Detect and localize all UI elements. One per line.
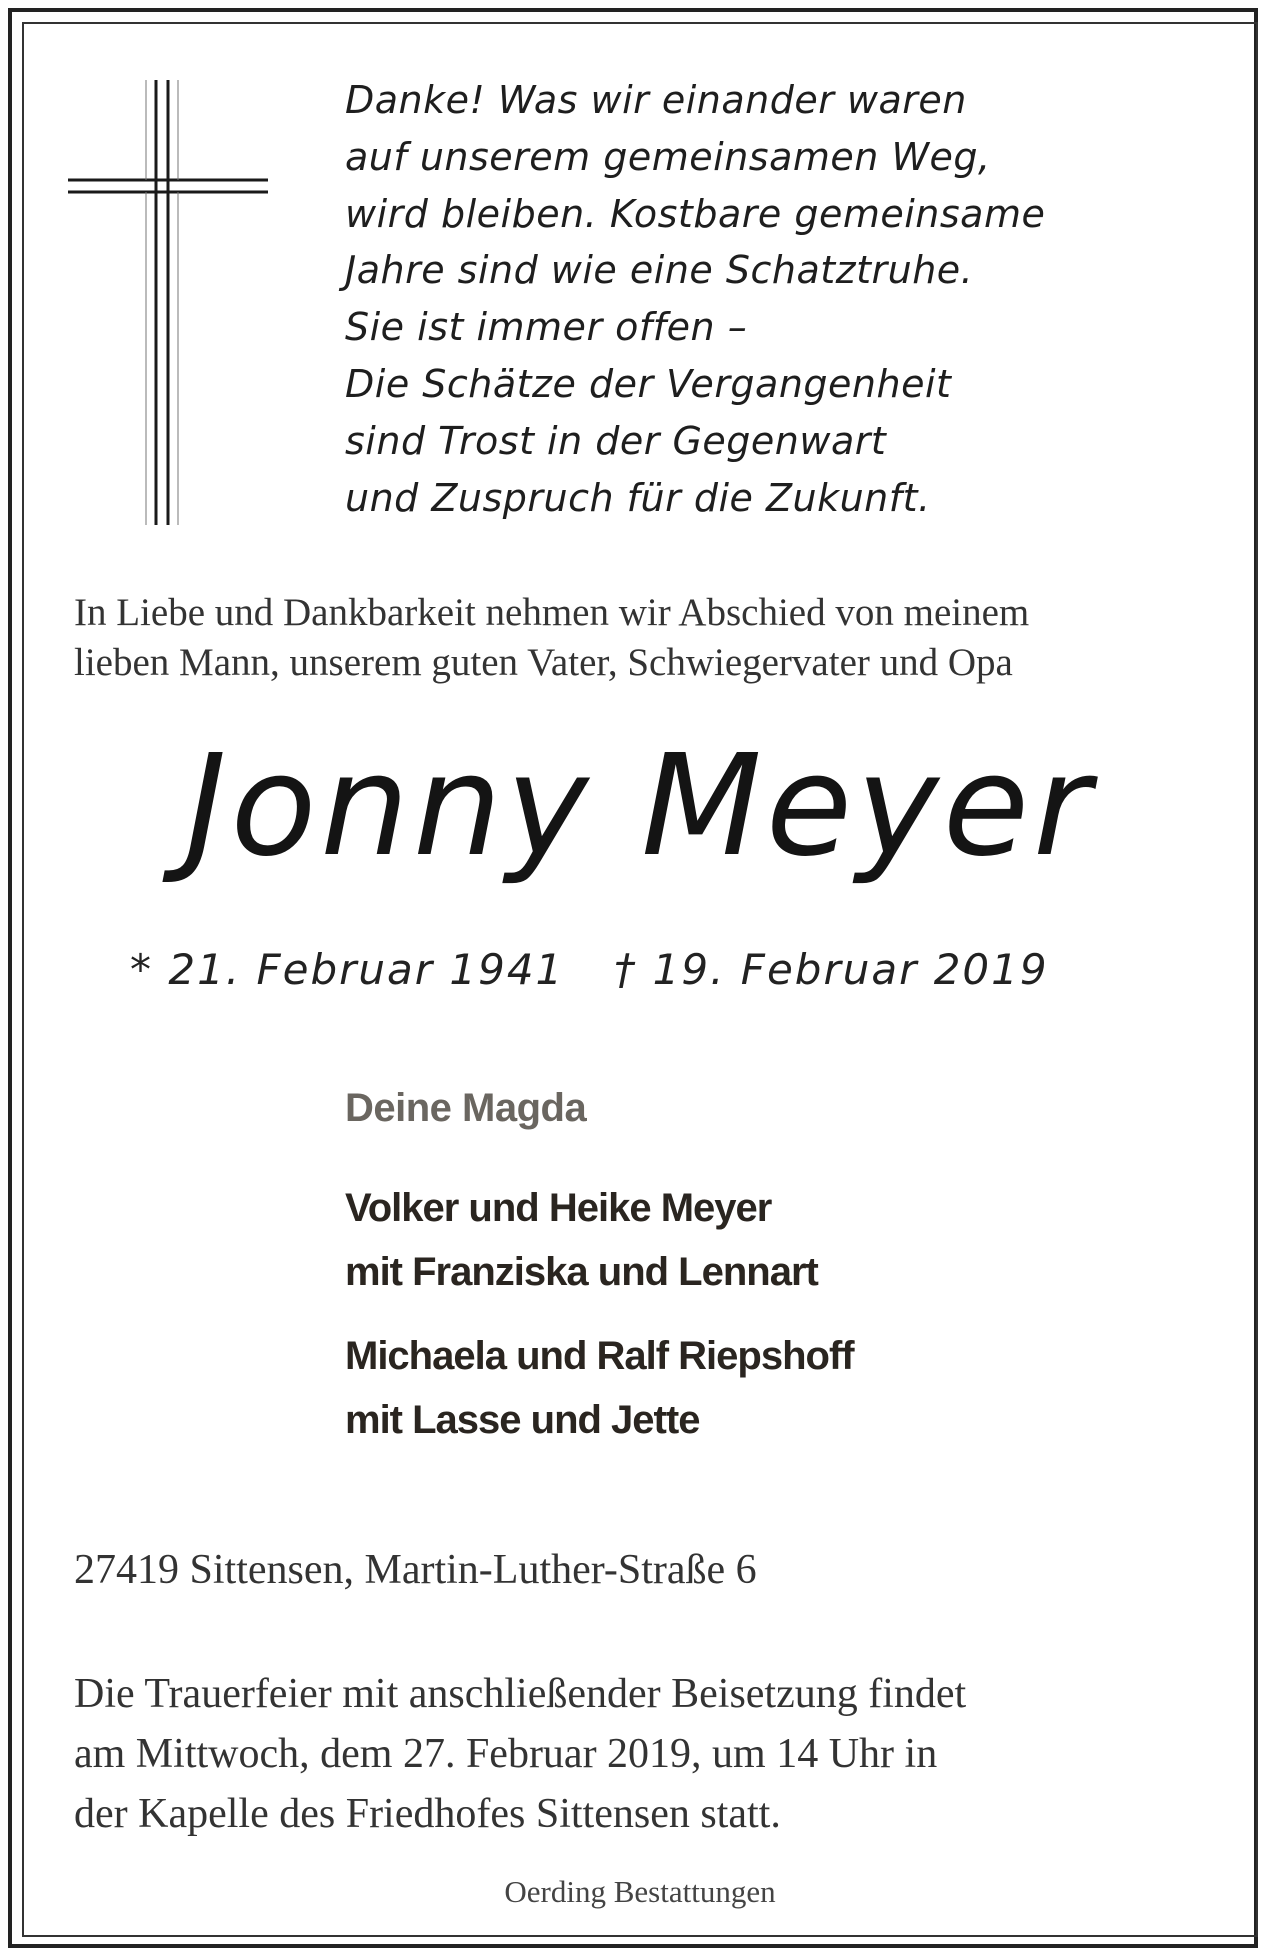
undertaker-name: Oerding Bestattungen [504,1874,776,1909]
cross-icon [68,80,268,525]
intro-line: In Liebe und Dankbarkeit nehmen wir Abschied von meinem [74,591,1030,634]
mourners [345,1080,1145,1472]
service-line: am Mittwoch, dem 27. Februar 2019, um 14 Uhr in [74,1731,938,1777]
funeral-service-info [74,1664,1224,1844]
family-entry [345,1176,1145,1304]
deceased-name: Jonny Meyer [185,725,1095,888]
family-line: Volker und Heike Meyer [345,1186,772,1230]
service-line: der Kapelle des Friedhofes Sittensen statt. [74,1791,781,1837]
family-line: mit Franziska und Lennart [345,1250,818,1294]
farewell-intro [74,588,1224,688]
poem-line: wird bleiben. Kostbare gemeinsame [345,191,1046,236]
birth-date: * 21. Februar 1941 [130,945,565,994]
family-entry [345,1324,1145,1452]
poem-line: sind Trost in der Gegenwart [345,418,887,463]
poem-line: Sie ist immer offen – [345,305,748,350]
poem-line: auf unserem gemeinsamen Weg, [345,134,991,179]
address: 27419 Sittensen, Martin-Luther-Straße 6 [74,1547,757,1593]
death-date: † 19. Februar 2019 [614,945,1049,994]
family-line: Michaela und Ralf Riepshoff [345,1334,854,1378]
poem-line: Jahre sind wie eine Schatztruhe. [345,248,974,293]
poem-line: und Zuspruch für die Zukunft. [345,475,931,520]
spouse-signature: Deine Magda [345,1086,587,1130]
life-dates [130,940,1170,1000]
poem-line: Die Schätze der Vergangenheit [345,361,952,406]
intro-line: lieben Mann, unserem guten Vater, Schwiegervater und Opa [74,641,1013,684]
poem-line: Danke! Was wir einander waren [345,78,967,122]
family-line: mit Lasse und Jette [345,1398,700,1442]
service-line: Die Trauerfeier mit anschließender Beisetzung findet [74,1671,967,1717]
poem [345,72,1205,526]
